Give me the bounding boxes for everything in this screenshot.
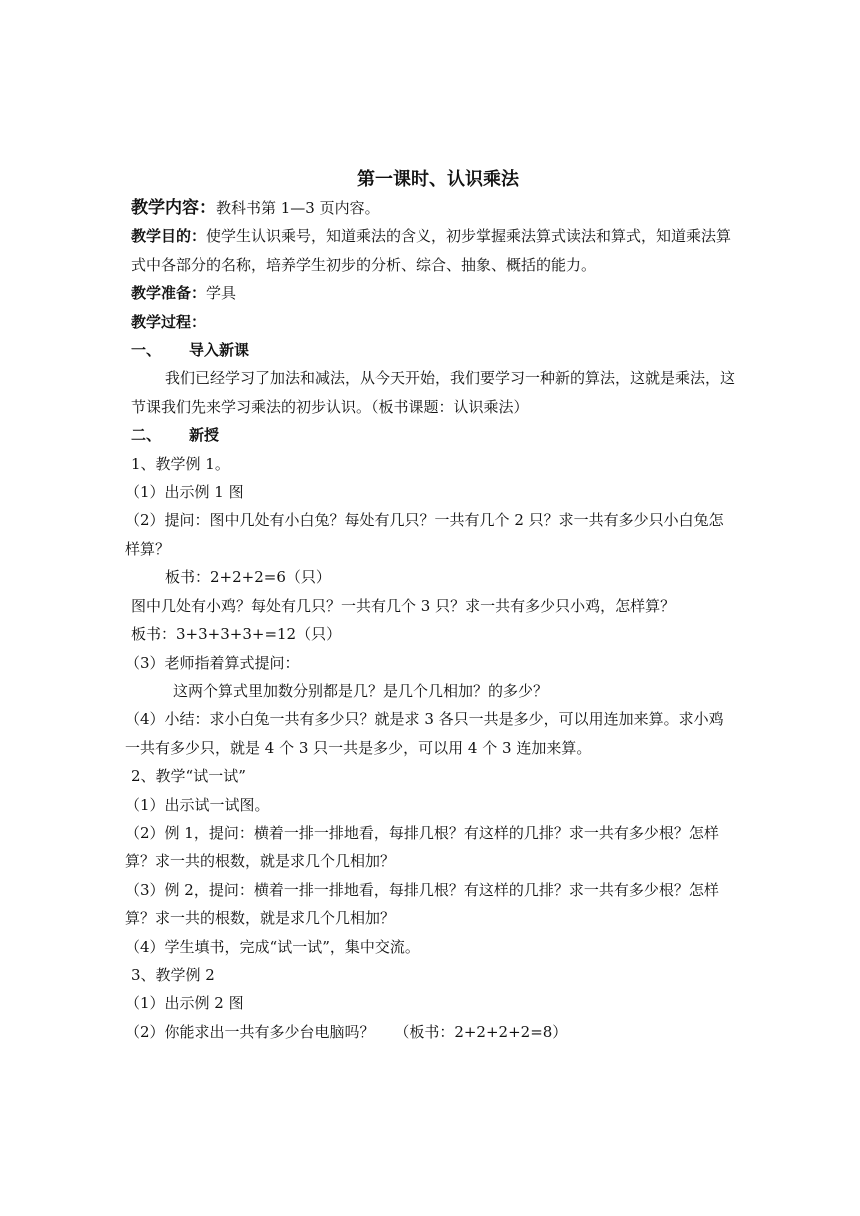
body-line: （3）例 2，提问：横着一排一排地看，每排几根？有这样的几排？求一共有多少根？怎样算？求一共的根数，就是求几个几相加？ — [125, 880, 719, 928]
body-line: 2、教学“试一试” — [131, 767, 246, 786]
content-text: 教科书第 1—3 页内容。 — [216, 199, 380, 217]
summary-line: （4）小结：求小白兔一共有多少只？就是求 3 各只一共是多少，可以用连加来算。求小鸡一共有多少只，就是 4 个 3 只一共是多少，可以用 4 个 3 连加来算。 — [125, 710, 724, 757]
content-row — [131, 194, 735, 222]
section-1-heading — [131, 336, 735, 364]
body-line: 这两个算式里加数分别都是几？是几个几相加？的多少？ — [173, 681, 549, 700]
body-line: （1）出示例 1 图 — [125, 483, 244, 502]
board-note: 板书：2+2+2=6（只） — [165, 568, 331, 587]
prep-label: 教学准备： — [131, 284, 207, 303]
body-line: （2）例 1，提问：横着一排一排地看，每排几根？有这样的几排？求一共有多少根？怎样算？求一共的根数，就是求几个几相加？ — [125, 823, 719, 871]
body-line: （1）出示试一试图。 — [125, 795, 270, 814]
page-title: 第一课时、认识乘法 — [357, 169, 519, 190]
goal-text: 使学生认识乘号，知道乘法的含义，初步掌握乘法算式读法和算式，知道乘法算式中各部分的名称，培养学生初步的分析、综合、抽象、概括的能力。 — [131, 227, 732, 274]
board-note: 板书：3+3+3+3+=12（只） — [131, 625, 342, 644]
body-line: （4）学生填书，完成“试一试”，集中交流。 — [125, 937, 420, 956]
section-1-text: 我们已经学习了加法和减法，从今天开始，我们要学习一种新的算法，这就是乘法，这节课我们先来学习乘法的初步认识。（板书课题：认识乘法） — [131, 369, 736, 416]
section-2-number: 二、 — [131, 426, 162, 445]
section-1-number: 一、 — [131, 341, 162, 360]
body-line: （2）你能求出一共有多少台电脑吗？ （板书：2+2+2+2=8） — [125, 1022, 568, 1041]
section-2-title: 新授 — [189, 426, 220, 445]
content-label: 教学内容： — [131, 198, 216, 218]
prep-text: 学具 — [206, 284, 237, 303]
lesson-plan — [125, 166, 736, 1046]
body-line: 1、教学例 1。 — [131, 454, 230, 473]
body-line: （2）提问：图中几处有小白兔？每处有几只？一共有几个 2 只？求一共有多少只小白兔怎样算？ — [125, 511, 724, 558]
body-line: （1）出示例 2 图 — [125, 994, 244, 1013]
section-2-heading — [131, 421, 735, 449]
body-line: （3）老师指着算式提问： — [125, 653, 300, 672]
process-label: 教学过程： — [131, 312, 207, 331]
prep-row — [131, 279, 735, 307]
goal-label: 教学目的： — [131, 227, 207, 246]
body-line: 图中几处有小鸡？每处有几只？一共有几个 3 只？求一共有多少只小鸡，怎样算？ — [131, 596, 676, 615]
body-line: 3、教学例 2 — [131, 965, 215, 984]
section-1-title: 导入新课 — [189, 341, 250, 360]
goal-row — [131, 222, 735, 279]
